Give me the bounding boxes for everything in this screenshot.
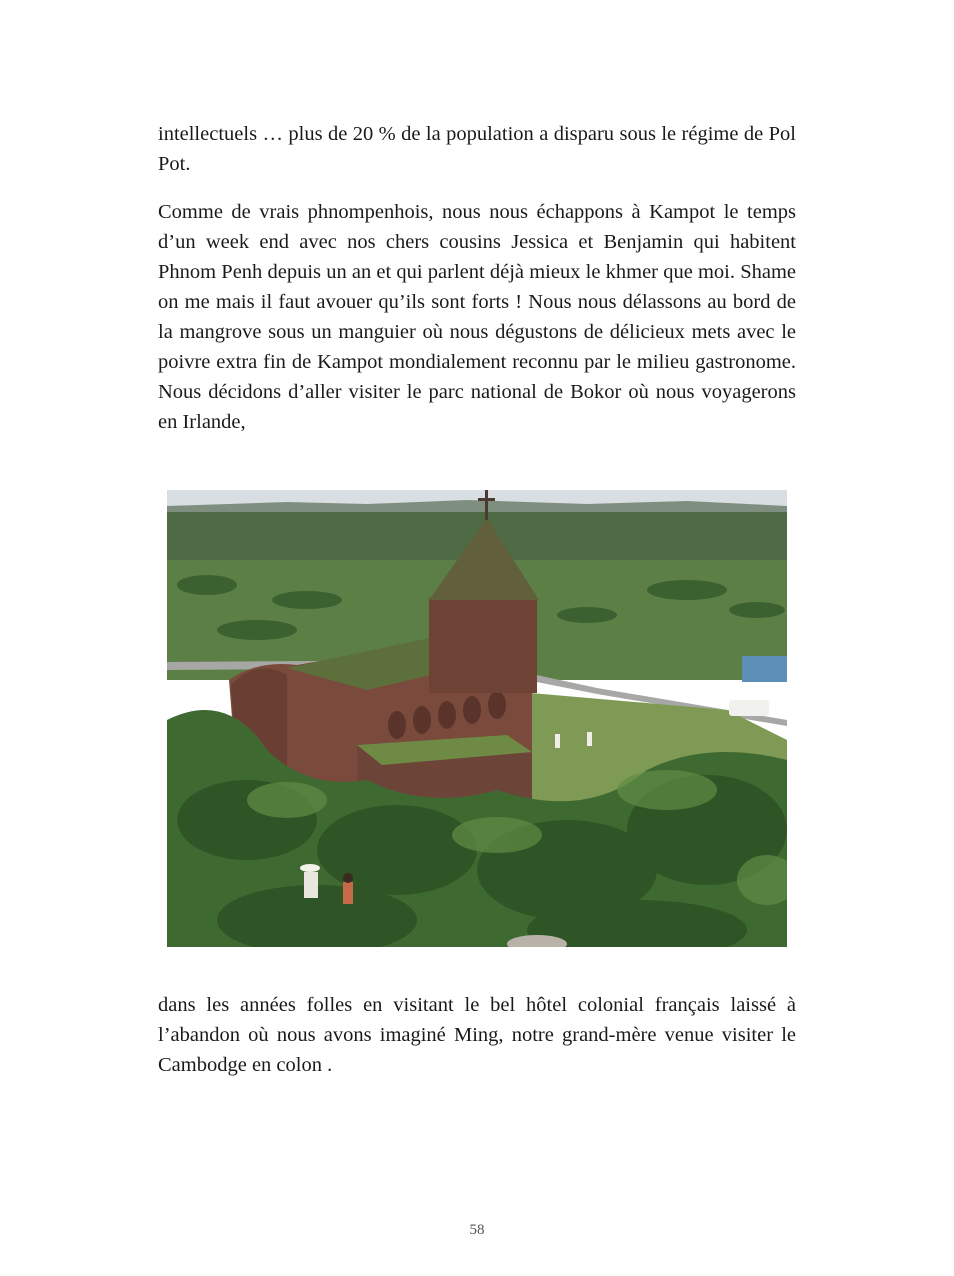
- paragraph-kampot: Comme de vrais phnompenhois, nous nous échappons à Kampot le temps d’un week end avec nos chers cousins Jessica et Benjamin qui habitent Phnom Penh depuis un an et qui parlent déjà mieux le khmer que moi. Shame on me mais il faut avouer qu’ils sont forts ! Nous nous délassons au bord de la mangrove sous un manguier où nous dégustons de délicieux mets avec le poivre extra fin de Kampot mondialement reconnu par le milieu gastronome. Nous décidons d’aller visiter le parc national de Bokor où nous voyagerons en Irlande,: [158, 201, 796, 433]
- page-number: 58: [469, 1222, 485, 1238]
- paragraph-intro: intellectuels … plus de 20 % de la population a disparu sous le régime de Pol Pot.: [158, 123, 796, 175]
- cross-bar: [478, 498, 495, 501]
- bell-tower: [429, 598, 537, 693]
- blue-building: [742, 656, 787, 682]
- van: [729, 700, 769, 716]
- church-photo: [167, 490, 787, 947]
- paragraph-hotel: dans les années folles en visitant le bel hôtel colonial français laissé à l’abandon où nous avons imaginé Ming, notre grand-mère venue visiter le Cambodge en colon .: [158, 994, 796, 1076]
- church-photo-illustration: [167, 490, 787, 947]
- cross-post: [485, 490, 488, 520]
